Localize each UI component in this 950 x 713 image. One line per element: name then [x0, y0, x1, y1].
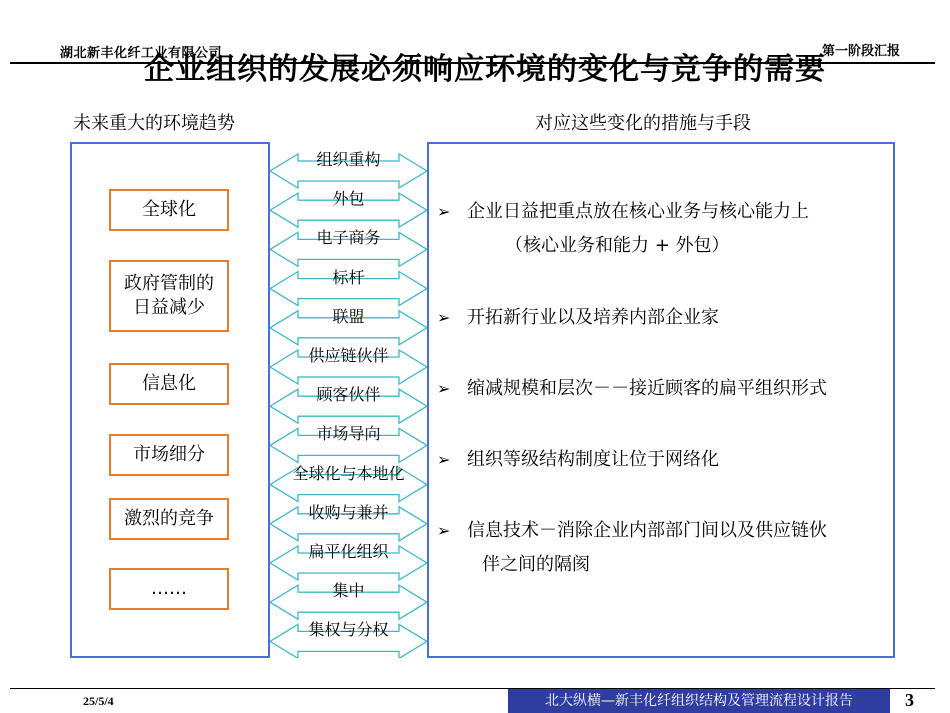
- connector-label: 集中: [332, 581, 365, 601]
- connector-label: 供应链伙伴: [308, 346, 389, 365]
- measure-text: 企业日益把重点放在核心业务与核心能力上: [467, 201, 809, 222]
- trend-informatization: 信息化: [109, 363, 229, 405]
- left-column-heading: 未来重大的环境趋势: [73, 113, 235, 134]
- connector-label: 顾客伙伴: [316, 385, 381, 405]
- trend-deregulation: 政府管制的日益减少: [109, 260, 229, 332]
- company-name: 湖北新丰化纤工业有限公司: [60, 46, 223, 61]
- trend-globalization: 全球化: [109, 189, 229, 231]
- trend-more: ……: [109, 568, 229, 610]
- stage-label: 第一阶段汇报: [822, 44, 901, 59]
- connector-label: 组织重构: [316, 150, 381, 169]
- page-number: 3: [905, 690, 914, 710]
- connector-label: 联盟: [332, 306, 365, 326]
- right-column-heading: 对应这些变化的措施与手段: [535, 113, 751, 134]
- measure-subtext: 伴之间的隔阂: [482, 554, 590, 575]
- bullet-arrow-icon: ➢: [437, 450, 451, 469]
- measure-information-tech: [437, 520, 887, 580]
- connector-label: 收购与兼并: [308, 502, 389, 522]
- connector-label: 标杆: [332, 267, 365, 287]
- measure-flat-organization: [437, 378, 887, 402]
- connector-label: 电子商务: [316, 228, 381, 248]
- footer-date: 25/5/4: [83, 694, 114, 708]
- page-title: 企业组织的发展必须响应环境的变化与竞争的需要: [144, 52, 826, 87]
- connector-label: 外包: [332, 189, 365, 209]
- connector-label: 集权与分权: [308, 620, 389, 640]
- measure-subtext: （核心业务和能力 + 外包）: [505, 235, 730, 256]
- footer-report-title: 北大纵横—新丰化纤组织结构及管理流程设计报告: [508, 689, 890, 713]
- measure-text: 信息技术－消除企业内部部门间以及供应链伙: [467, 520, 827, 541]
- bullet-arrow-icon: ➢: [437, 308, 451, 327]
- measure-text: 组织等级结构制度让位于网络化: [467, 449, 719, 470]
- connector-label: 全球化与本地化: [292, 463, 405, 483]
- measure-core-business: [437, 201, 887, 261]
- trend-competition: 激烈的竞争: [109, 498, 229, 540]
- connector-label: 扁平化组织: [308, 542, 389, 561]
- measure-networking: [437, 449, 887, 473]
- connector-label: 市场导向: [316, 424, 381, 444]
- bullet-arrow-icon: ➢: [437, 202, 451, 221]
- measure-text: 缩减规模和层次－－接近顾客的扁平组织形式: [467, 378, 827, 399]
- measure-text: 开拓新行业以及培养内部企业家: [467, 307, 719, 328]
- bullet-arrow-icon: ➢: [437, 521, 451, 540]
- measure-new-industry: [437, 307, 887, 331]
- bullet-arrow-icon: ➢: [437, 379, 451, 398]
- trend-market-segmentation: 市场细分: [109, 434, 229, 476]
